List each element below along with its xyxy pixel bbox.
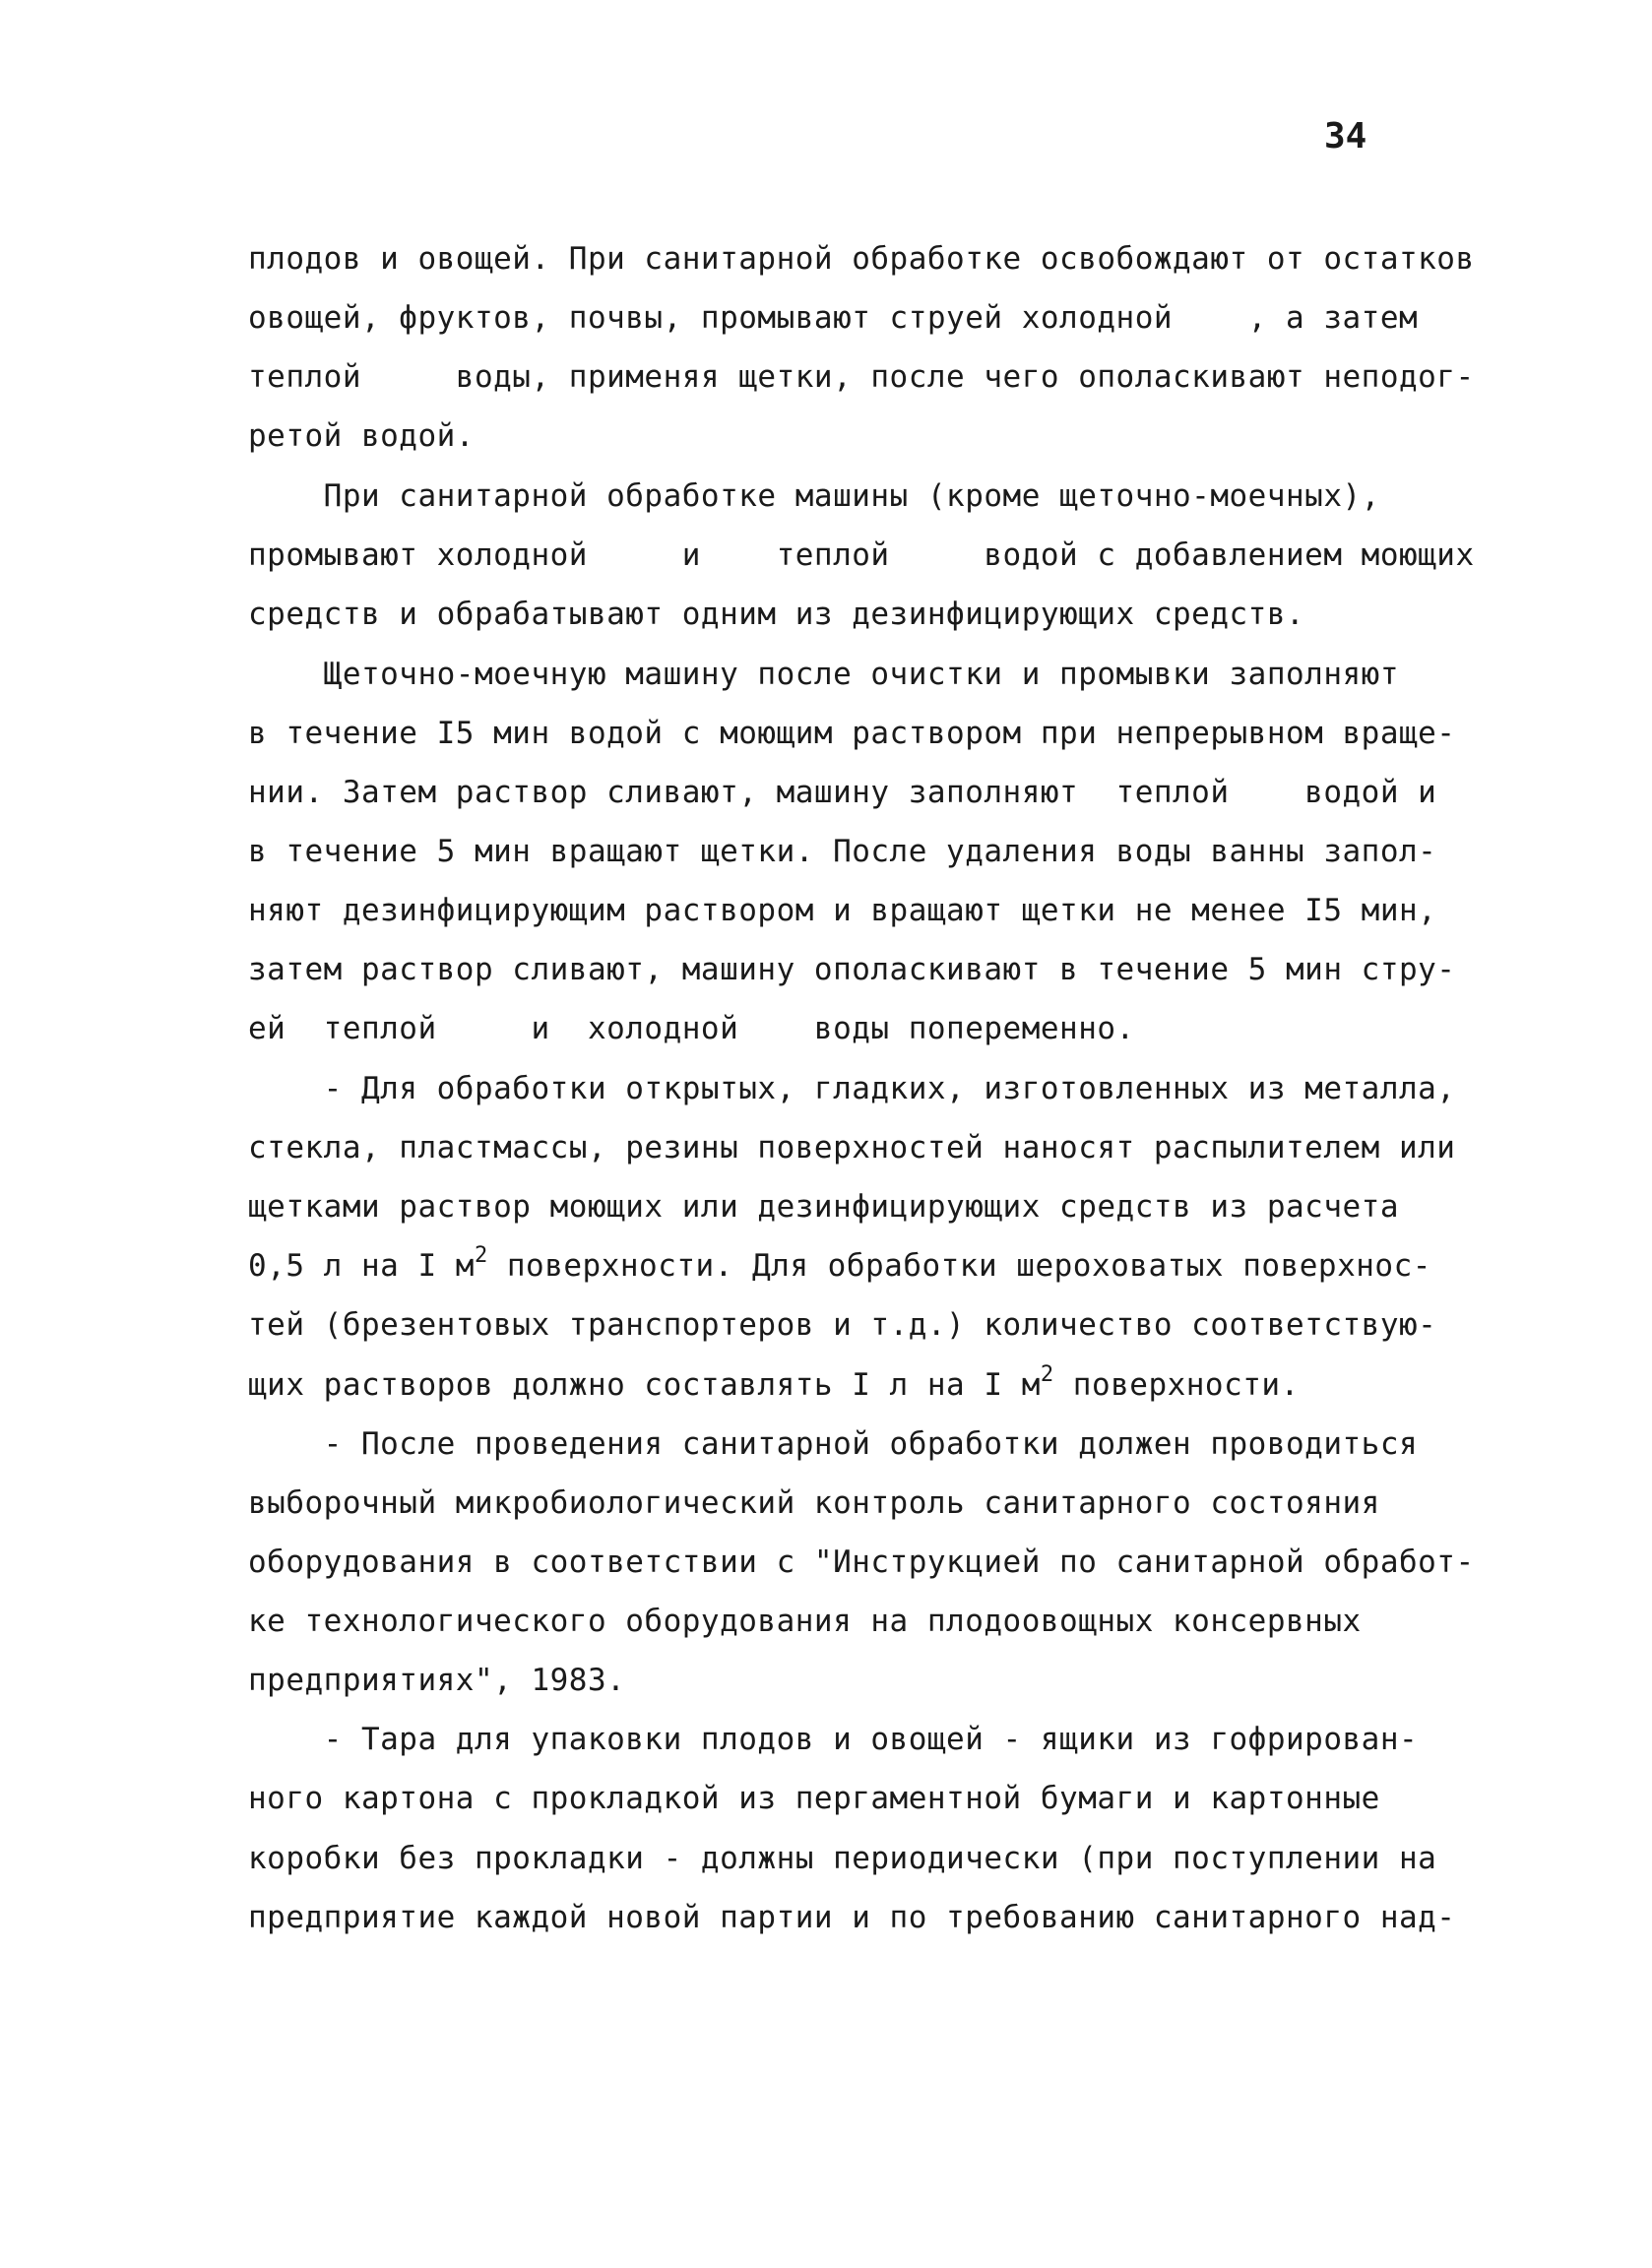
text-line: затем раствор сливают, машину ополаскивают в течение 5 мин стру-: [248, 952, 1456, 987]
text-line: няют дезинфицирующим раствором и вращают щетки не менее I5 мин,: [248, 893, 1437, 928]
text-line: ретой водой.: [248, 418, 475, 454]
text-line: - Тара для упаковки плодов и овощей - ящики из гофрирован-: [248, 1722, 1419, 1757]
text-line: предприятие каждой новой партии и по требованию санитарного над-: [248, 1900, 1456, 1935]
text-line: нии. Затем раствор сливают, машину заполняют теплой водой и: [248, 775, 1437, 810]
text-line: ке технологического оборудования на плодоовощных консервных: [248, 1604, 1362, 1639]
superscript: 2: [474, 1243, 488, 1268]
text-line: ного картона с прокладкой из пергаментной бумаги и картонные: [248, 1781, 1380, 1816]
text-line: теплой воды, применяя щетки, после чего ополаскивают неподог-: [248, 359, 1475, 395]
text-line: - Для обработки открытых, гладких, изготовленных из металла,: [248, 1071, 1456, 1106]
text-line: ей теплой и холодной воды попеременно.: [248, 1011, 1135, 1046]
text-line: промывают холодной и теплой водой с добавлением моющих: [248, 537, 1475, 573]
text-segment: щих растворов должно составлять I л на I м: [248, 1367, 1041, 1403]
text-segment: поверхности.: [1053, 1367, 1300, 1403]
text-line: тей (брезентовых транспортеров и т.д.) количество соответствую-: [248, 1307, 1437, 1343]
text-line: овощей, фруктов, почвы, промывают струей холодной , а затем: [248, 300, 1419, 336]
text-line: [248, 1243, 1431, 1284]
text-line: [248, 1362, 1300, 1403]
text-line: в течение I5 мин водой с моющим раствором при непрерывном враще-: [248, 716, 1456, 751]
text-line: средств и обрабатывают одним из дезинфицирующих средств.: [248, 597, 1305, 632]
text-line: щетками раствор моющих или дезинфицирующих средств из расчета: [248, 1189, 1399, 1225]
text-line: предприятиях", 1983.: [248, 1663, 626, 1698]
text-line: в течение 5 мин вращают щетки. После удаления воды ванны запол-: [248, 834, 1437, 869]
text-line: При санитарной обработке машины (кроме щеточно-моечных),: [248, 478, 1380, 514]
text-line: плодов и овощей. При санитарной обработке освобождают от остатков: [248, 241, 1475, 277]
superscript: 2: [1040, 1362, 1054, 1387]
text-segment: 0,5 л на I м: [248, 1248, 475, 1284]
text-line: оборудования в соответствии с "Инструкцией по санитарной обработ-: [248, 1544, 1475, 1580]
text-line: выборочный микробиологический контроль санитарного состояния: [248, 1485, 1380, 1521]
page-number: 34: [1324, 116, 1367, 157]
text-line: - После проведения санитарной обработки должен проводиться: [248, 1426, 1419, 1462]
text-line: стекла, пластмассы, резины поверхностей наносят распылителем или: [248, 1130, 1456, 1166]
text-line: Щеточно-моечную машину после очистки и промывки заполняют: [248, 657, 1399, 692]
text-line: коробки без прокладки - должны периодически (при поступлении на: [248, 1841, 1437, 1876]
text-segment: поверхности. Для обработки шероховатых поверхнос-: [487, 1248, 1431, 1284]
